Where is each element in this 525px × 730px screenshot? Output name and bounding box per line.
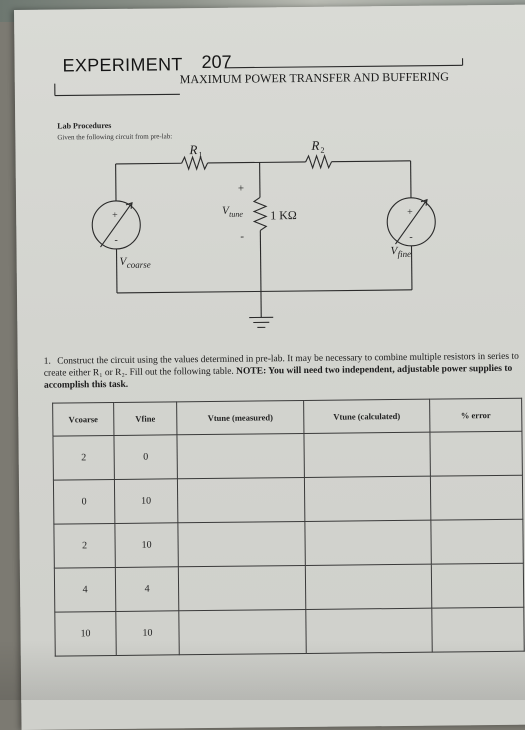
instruction-text: Construct the circuit using the values determined in pre-lab. It may be necessary to combine multiple resistors in series to create either R₁ or R₂. Fill out the following table.	[44, 352, 519, 379]
cell-vtune-measured[interactable]	[177, 433, 304, 478]
circuit-diagram	[14, 4, 525, 370]
wire-bottom	[117, 290, 412, 293]
r2-label: R	[310, 138, 319, 153]
title-rule-top	[225, 65, 463, 67]
wire-mid-bottom	[260, 230, 261, 317]
cell-vtune-measured[interactable]	[178, 521, 305, 566]
header-vfine: Vfine	[114, 402, 177, 436]
vcoarse-plus: +	[112, 210, 118, 221]
cell-vtune-measured[interactable]	[178, 565, 305, 610]
cell-vfine: 4	[115, 567, 178, 612]
wire-top-left	[116, 163, 182, 164]
table-header-row	[53, 398, 522, 436]
table-row	[53, 475, 522, 524]
r1-subscript: 1	[198, 150, 202, 159]
header-percent-error: % error	[430, 398, 522, 432]
vfine-plus: +	[407, 207, 413, 218]
cell-vcoarse: 4	[54, 567, 115, 612]
header-vcoarse: Vcoarse	[53, 402, 114, 436]
results-table	[52, 398, 525, 657]
vtune-minus: -	[240, 231, 244, 243]
cell-percent-error[interactable]	[431, 563, 523, 608]
header-vtune-measured: Vtune (measured)	[177, 400, 304, 434]
table-row	[54, 519, 523, 568]
r2-subscript: 2	[320, 146, 324, 155]
cell-vcoarse: 10	[55, 611, 116, 656]
resistor-value: 1 KΩ	[270, 208, 297, 222]
cell-vtune-calculated[interactable]	[305, 520, 431, 565]
instruction-note: NOTE: You will need two independent, adjustable power supplies to accomplish this task.	[44, 364, 512, 391]
resistor-r1	[182, 157, 208, 169]
wire-top-mid	[208, 162, 306, 163]
cell-percent-error[interactable]	[431, 519, 523, 564]
cell-vfine: 0	[114, 435, 177, 480]
photo-shadow	[0, 640, 525, 700]
instructions-paragraph	[44, 351, 524, 392]
cell-vfine: 10	[116, 611, 179, 656]
wire-top-right	[332, 161, 411, 162]
vfine-subscript: fine	[398, 249, 412, 259]
cell-vcoarse: 2	[53, 435, 114, 480]
vcoarse-minus: -	[114, 235, 117, 246]
lab-procedures-intro: Given the following circuit from pre-lab:	[57, 132, 172, 141]
experiment-subtitle: MAXIMUM POWER TRANSFER AND BUFFERING	[180, 69, 449, 87]
cell-vfine: 10	[114, 479, 177, 524]
vtune-label: V	[222, 205, 230, 217]
cell-percent-error[interactable]	[430, 475, 522, 520]
header-vtune-calculated: Vtune (calculated)	[304, 399, 430, 433]
experiment-number: 207	[201, 52, 231, 73]
cell-vcoarse: 0	[53, 479, 114, 524]
title-rule-bottom	[55, 94, 180, 95]
cell-vtune-calculated[interactable]	[304, 432, 430, 477]
cell-vcoarse: 2	[54, 523, 115, 568]
resistor-r2	[306, 156, 332, 168]
vfine-minus: -	[409, 232, 412, 243]
vtune-subscript: tune	[229, 210, 243, 219]
worksheet-page	[14, 4, 525, 730]
experiment-title: EXPERIMENT	[62, 54, 182, 76]
vcoarse-subscript: coarse	[127, 260, 151, 270]
table-row	[54, 563, 523, 612]
instruction-number: 1.	[44, 357, 51, 367]
cell-vtune-calculated[interactable]	[305, 564, 431, 609]
cell-percent-error[interactable]	[430, 431, 522, 476]
table-row	[53, 431, 522, 480]
cell-vtune-measured[interactable]	[177, 477, 304, 522]
lab-procedures-heading: Lab Procedures	[57, 121, 111, 131]
cell-vfine: 10	[115, 523, 178, 568]
vcoarse-label: V	[120, 256, 128, 268]
vfine-label: V	[390, 245, 398, 257]
resistor-1k	[254, 197, 266, 230]
vtune-plus: +	[238, 183, 244, 195]
r1-label: R	[188, 142, 197, 157]
cell-vtune-calculated[interactable]	[304, 476, 430, 521]
